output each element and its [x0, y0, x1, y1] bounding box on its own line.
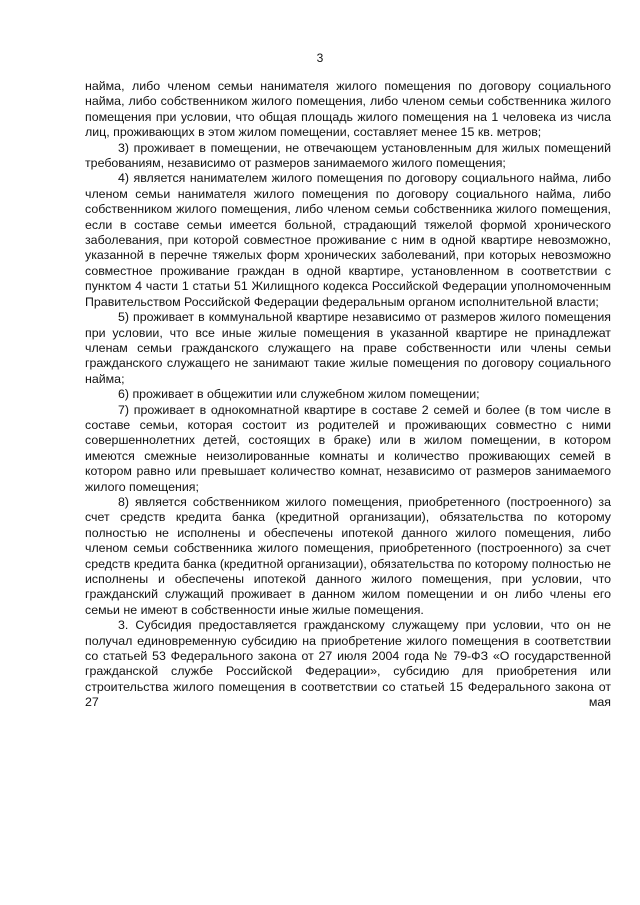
paragraph-item-5: 5) проживает в коммунальной квартире независимо от размеров жилого помещения при условии, что все иные жилые помещения в указанной квартире не принадлежат членам семьи гражданского служащего на праве собственности или члены семьи гражданского служащего не занимают такие жилые помещения по договору социального найма;: [85, 310, 611, 386]
paragraph-item-7: 7) проживает в однокомнатной квартире в составе 2 семей и более (в том числе в составе семьи, которая состоит из родителей и проживающих совместно с ними совершеннолетних детей, состоящих в браке) или в жилом помещении, в котором имеются смежные неизолированные комнаты и количество проживающих семей в котором равно или превышает количество комнат, независимо от размеров занимаемого жилого помещения;: [85, 402, 611, 494]
paragraph-item-6: 6) проживает в общежитии или служебном жилом помещении;: [118, 387, 480, 402]
page-number: 3: [316, 51, 324, 65]
paragraph-item-4: 4) является нанимателем жилого помещения по договору социального найма, либо членом семьи нанимателя жилого помещения по договору социального найма, либо собственником жилого помещения, либо членом семьи собственника жилого помещения, если в составе семьи имеется больной, страдающий тяжелой формой хронического заболевания, при которой совместное проживание с ним в одной квартире невозможно, указанной в перечне тяжелых форм хронических заболеваний, при которых невозможно совместное проживание граждан в одной квартире, установленном в соответствии с пунктом 4 части 1 статьи 51 Жилищного кодекса Российской Федерации уполномоченным Правительством Российской Федерации федеральным органом исполнительной власти;: [85, 171, 611, 309]
paragraph-section-3: 3. Субсидия предоставляется гражданскому служащему при условии, что он не получал единовременную субсидию на приобретение жилого помещения в соответствии со статьей 53 Федерального закона от 27 июля 2004 года № 79-ФЗ «О государственной гражданской службе Российской Федерации», субсидию для приобретения или строительства жилого помещения в соответствии со статьей 15 Федерального закона от 27 мая: [85, 618, 611, 710]
paragraph-item-3: 3) проживает в помещении, не отвечающем установленным для жилых помещений требованиям, независимо от размеров занимаемого жилого помещения;: [85, 140, 611, 171]
paragraph-continuation: найма, либо членом семьи нанимателя жилого помещения по договору социального найма, либо собственником жилого помещения, либо членом семьи собственника жилого помещения при условии, что общая площадь жилого помещения на 1 человека из числа лиц, проживающих в этом жилом помещении, составляет менее 15 кв. метров;: [85, 79, 611, 140]
document-body: [85, 79, 611, 711]
paragraph-item-8: 8) является собственником жилого помещения, приобретенного (построенного) за счет средств кредита банка (кредитной организации), обязательства по которому полностью не исполнены и обеспечены ипотекой данного жилого помещения, либо членом семьи собственника жилого помещения, приобретенного (построенного) за счет средств кредита банка (кредитной организации), обязательства по которому полностью не исполнены и обеспечены ипотекой данного жилого помещения, при условии, что гражданский служащий проживает в данном жилом помещении и он либо члены его семьи не имеют в собственности иные жилые помещения.: [85, 494, 611, 617]
